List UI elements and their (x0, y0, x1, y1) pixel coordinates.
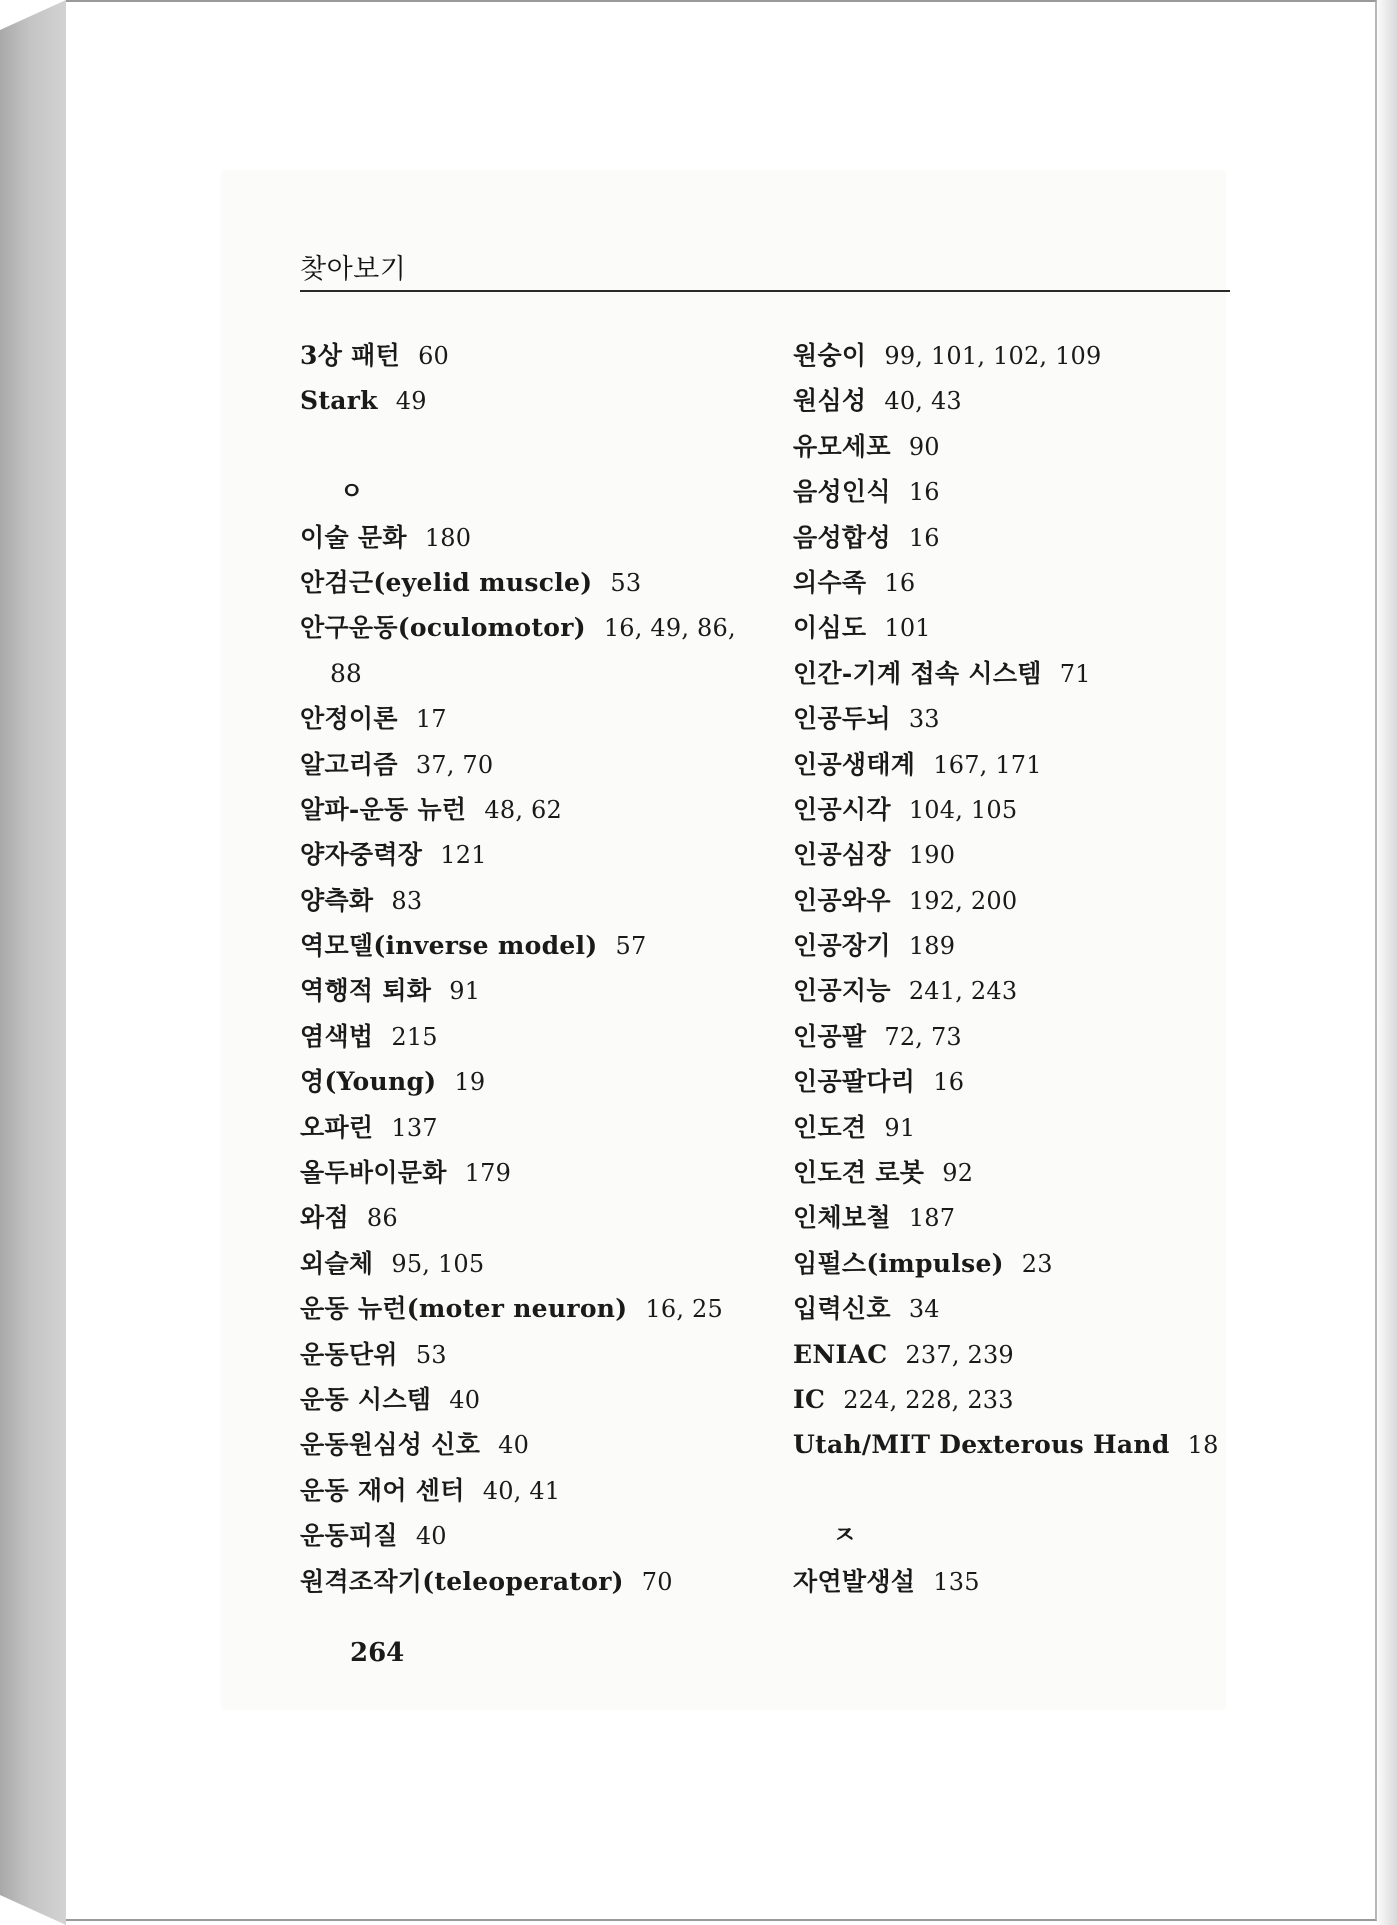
index-term: 입력신호 (793, 1294, 891, 1324)
index-page-refs: 237, 239 (905, 1340, 1014, 1369)
index-term: 운동 뉴런(moter neuron) (300, 1294, 628, 1324)
index-term: 안정이론 (300, 704, 398, 734)
index-entry (793, 1422, 1253, 1467)
index-page-refs: 16 (884, 568, 916, 597)
index-entry-continuation: 88 (330, 658, 362, 688)
index-page-refs: 60 (418, 342, 450, 370)
index-term: 양측화 (300, 885, 374, 915)
index-entry (793, 1332, 1253, 1377)
index-entry (793, 424, 1253, 469)
index-entry (793, 968, 1253, 1013)
index-page-refs: 57 (615, 932, 647, 961)
index-term: 원격조작기(teleoperator) (300, 1566, 624, 1596)
index-entry (300, 742, 760, 787)
index-term: Utah/MIT Dexterous Hand (793, 1430, 1170, 1460)
index-entry (300, 1377, 760, 1422)
index-entry (793, 651, 1253, 696)
index-page-refs: 49 (395, 387, 427, 416)
index-spacer (793, 1468, 1253, 1513)
index-entry (793, 1059, 1253, 1104)
index-term: 인공두뇌 (793, 704, 891, 734)
index-term: 올두바이문화 (300, 1158, 447, 1188)
book-spine (0, 0, 67, 1925)
index-term: 유모세포 (793, 431, 891, 461)
index-term: 인공생태계 (793, 749, 916, 779)
index-page-refs: 91 (884, 1113, 916, 1142)
index-term: 원숭이 (793, 341, 867, 370)
index-page-refs: 19 (454, 1068, 486, 1097)
index-page-refs: 70 (641, 1567, 673, 1596)
index-page-refs: 34 (908, 1295, 940, 1324)
index-entry (300, 515, 760, 560)
index-term: 인공장기 (793, 931, 891, 961)
index-entry (300, 787, 760, 832)
index-page-refs: 83 (391, 886, 423, 915)
index-page-refs: 16 (908, 523, 940, 552)
index-page-refs: 179 (464, 1159, 512, 1188)
index-term: 역모델(inverse model) (300, 931, 598, 961)
index-entry (793, 515, 1253, 560)
index-entry (793, 1286, 1253, 1331)
index-section-letter: ㅇ (340, 477, 364, 506)
index-entry (300, 1559, 760, 1604)
index-entry (793, 1014, 1253, 1059)
index-page-refs: 53 (415, 1340, 447, 1369)
index-entry (300, 832, 760, 877)
index-page-refs: 192, 200 (908, 886, 1018, 915)
index-term: 인체보철 (793, 1203, 891, 1233)
index-page-refs: 95, 105 (391, 1249, 485, 1278)
index-page-refs: 187 (908, 1204, 956, 1233)
index-page-refs: 40 (449, 1385, 481, 1414)
index-term: 운동단위 (300, 1339, 398, 1369)
page-number: 264 (350, 1638, 405, 1668)
index-term: 알파-운동 뉴런 (300, 794, 467, 824)
index-page-refs: 72, 73 (884, 1022, 962, 1051)
index-entry (300, 878, 760, 923)
index-column-right (793, 333, 1253, 1604)
index-entry (793, 1241, 1253, 1286)
index-entry (300, 1014, 760, 1059)
index-term: 인공팔다리 (793, 1067, 916, 1097)
index-page-refs: 121 (440, 841, 487, 870)
index-term: 인도견 (793, 1112, 867, 1142)
index-page-refs: 137 (391, 1113, 438, 1142)
index-term: 인공지능 (793, 976, 891, 1006)
index-page-refs: 18 (1187, 1431, 1219, 1460)
index-term: 운동 시스템 (300, 1384, 432, 1414)
index-page-refs: 104, 105 (908, 795, 1018, 824)
index-entry (793, 1105, 1253, 1150)
index-page-refs: 90 (908, 432, 940, 461)
index-page-refs: 40, 41 (482, 1476, 561, 1505)
index-entry (300, 1241, 760, 1286)
index-term: 이술 문화 (300, 522, 407, 552)
index-entry (300, 378, 760, 423)
index-page-refs: 180 (424, 523, 472, 552)
index-term: 와점 (300, 1203, 349, 1233)
index-entry (793, 560, 1253, 605)
index-page-refs: 86 (366, 1204, 398, 1233)
index-entry (300, 1332, 760, 1377)
index-term: 외슬체 (300, 1248, 374, 1278)
index-page-refs: 40 (415, 1522, 447, 1551)
index-page-refs: 215 (391, 1022, 438, 1051)
index-term: 인공팔 (793, 1021, 867, 1051)
index-term: 운동 재어 센터 (300, 1475, 465, 1505)
index-page-refs: 16 (933, 1068, 965, 1097)
index-term: Stark (300, 386, 378, 416)
index-page-refs: 40, 43 (884, 387, 962, 416)
index-heading: 찾아보기 (300, 254, 407, 285)
index-entry (300, 560, 760, 605)
index-spacer (300, 424, 760, 469)
index-column-left (300, 333, 760, 1604)
index-term: 인간-기계 접속 시스템 (793, 658, 1042, 688)
index-term: 안검근(eyelid muscle) (300, 567, 593, 597)
index-term: 원심성 (793, 386, 867, 416)
index-term: 역행적 퇴화 (300, 976, 432, 1006)
index-page-refs: 224, 228, 233 (843, 1385, 1014, 1414)
index-entry (793, 1377, 1253, 1422)
index-page-refs: 17 (415, 705, 447, 734)
index-entry (793, 696, 1253, 741)
index-term: 인공와우 (793, 885, 891, 915)
index-page-refs: 33 (908, 705, 940, 734)
index-entry (793, 787, 1253, 832)
index-term: 임펄스(impulse) (793, 1248, 1004, 1278)
index-term: 의수족 (793, 567, 867, 597)
index-term: 3상 패턴 (300, 341, 401, 370)
index-entry (793, 1195, 1253, 1240)
index-page-refs: 23 (1021, 1249, 1053, 1278)
index-entry (300, 1286, 760, 1331)
index-term: 인공시각 (793, 794, 891, 824)
index-entry (793, 605, 1253, 650)
index-term: 영(Young) (300, 1067, 437, 1097)
index-entry (300, 1422, 760, 1467)
index-term: 이심도 (793, 613, 867, 643)
index-page-refs: 99, 101, 102, 109 (884, 342, 1102, 370)
index-page-refs: 241, 243 (908, 977, 1018, 1006)
index-entry (793, 333, 1253, 378)
index-term: 염색법 (300, 1021, 374, 1051)
index-term: 인공심장 (793, 840, 891, 870)
index-page-refs: 189 (908, 932, 956, 961)
index-entry (793, 878, 1253, 923)
index-entry (793, 378, 1253, 423)
index-page-refs: 48, 62 (484, 795, 562, 824)
index-page-refs: 71 (1059, 659, 1091, 688)
index-entry (300, 605, 760, 650)
index-page-refs: 167, 171 (933, 750, 1042, 779)
page-edge-shadow (1375, 0, 1397, 1925)
index-term: 알고리즘 (300, 749, 398, 779)
index-section-letter: ㅈ (833, 1521, 857, 1550)
index-entry (793, 469, 1253, 514)
index-page-refs: 101 (884, 614, 931, 643)
index-page-refs: 16, 49, 86, (603, 614, 736, 643)
index-term: 운동원심성 신호 (300, 1430, 481, 1460)
index-term: 오파린 (300, 1112, 374, 1142)
index-term: 음성합성 (793, 522, 891, 552)
index-entry (300, 1105, 760, 1150)
index-page-refs: 40 (498, 1431, 530, 1460)
index-page-refs: 135 (933, 1567, 980, 1596)
index-entry (300, 1150, 760, 1195)
index-entry (793, 742, 1253, 787)
index-entry (793, 1150, 1253, 1195)
index-page-refs: 16, 25 (645, 1295, 723, 1324)
index-term: IC (793, 1384, 826, 1414)
index-entry (300, 1513, 760, 1558)
index-term: 양자중력장 (300, 840, 423, 870)
index-entry (793, 832, 1253, 877)
index-page-refs: 37, 70 (415, 750, 494, 779)
index-page-refs: 16 (908, 478, 940, 507)
index-entry (793, 1559, 1253, 1604)
index-page-refs: 92 (942, 1159, 974, 1188)
index-entry (300, 1195, 760, 1240)
index-term: 인도견 로봇 (793, 1158, 925, 1188)
index-term: 안구운동(oculomotor) (300, 613, 586, 643)
index-entry (300, 1468, 760, 1513)
index-page-refs: 53 (610, 568, 642, 597)
index-entry (300, 923, 760, 968)
index-page-refs: 91 (449, 977, 481, 1006)
index-entry (300, 333, 760, 378)
header-rule (300, 290, 1230, 292)
index-entry (793, 923, 1253, 968)
index-entry (300, 696, 760, 741)
index-page-refs: 190 (908, 841, 956, 870)
index-term: 운동피질 (300, 1521, 398, 1551)
index-entry (300, 968, 760, 1013)
index-term: 자연발생설 (793, 1566, 916, 1596)
index-term: ENIAC (793, 1339, 888, 1369)
index-term: 음성인식 (793, 477, 891, 507)
index-entry (300, 1059, 760, 1104)
